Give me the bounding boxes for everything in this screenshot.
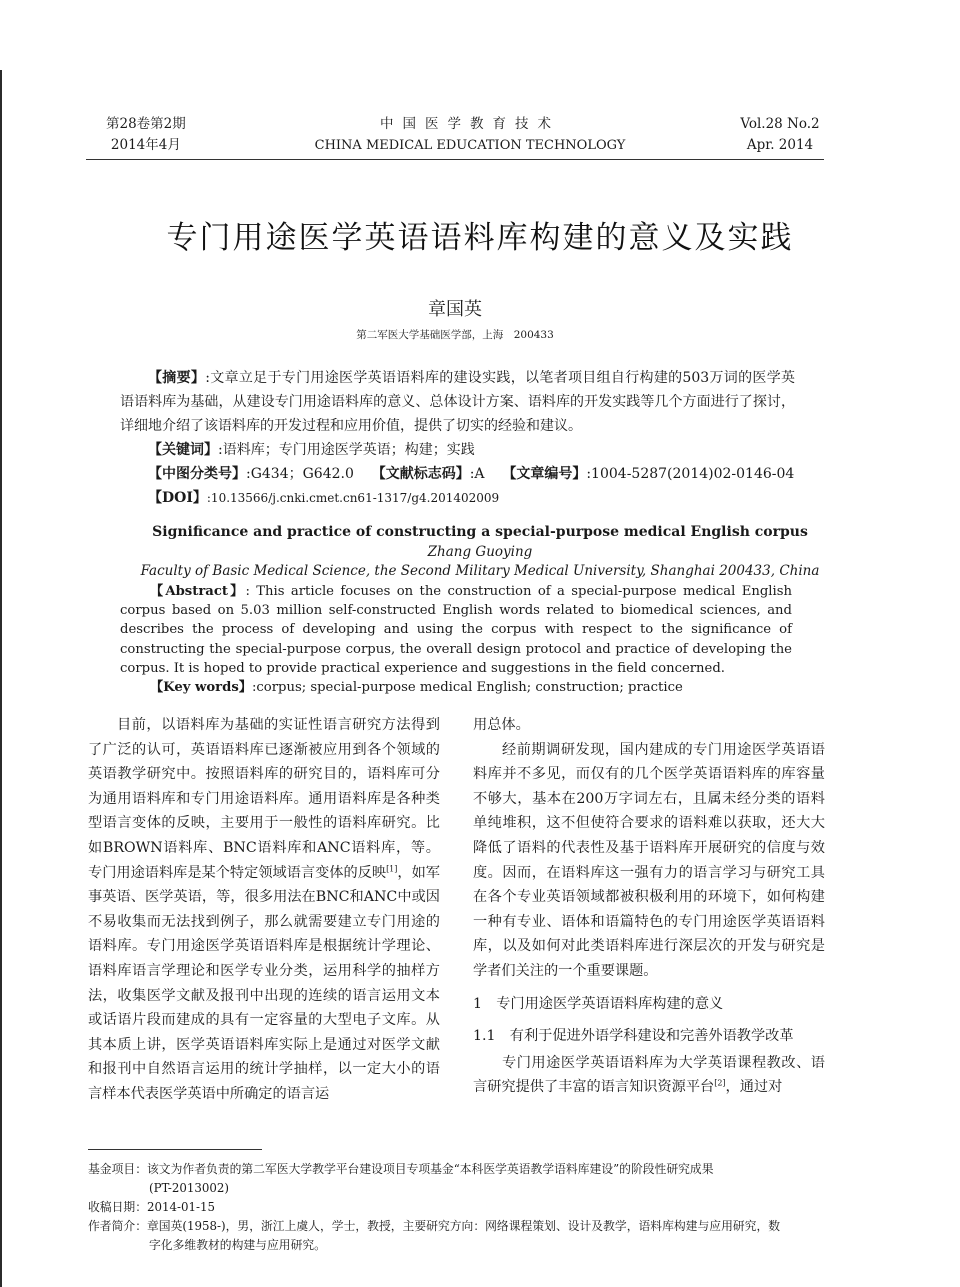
abstract-en-text: : This article focuses on the construction of a special-purpose medical English corpus based on 5.03 million self-constructed English words related to biomedical sciences, and describes the process of developing and using the corpus with respect to the significance of constructing the special-purpose corpus, the overall design protocol and practice of developing the corpus. It is hoped to provide practical experience and suggestions in the field concerned. <box>120 584 792 676</box>
author-bio-cont: 字化多维教材的构建与应用研究。 <box>149 1238 326 1252</box>
author-bio <box>88 1217 828 1236</box>
abstract-label: 【摘要】 <box>148 370 206 386</box>
fund-note <box>88 1160 828 1179</box>
journal-name-en: CHINA MEDICAL EDUCATION TECHNOLOGY <box>314 138 626 153</box>
fund-text: 该文为作者负责的第二军医大学教学平台建设项目专项基金“本科医学英语教学语料库建设”的阶段性研究成果 <box>147 1162 714 1176</box>
doi-line <box>120 486 795 510</box>
keywords-en-text: :corpus; special-purpose medical English; construction; practice <box>251 680 683 696</box>
body-left-column <box>88 713 440 1107</box>
body-text: 目前，以语料库为基础的实证性语言研究方法得到了广泛的认可，英语语料库已逐渐被应用到各个领域的英语教学研究中。按照语料库的研究目的，语料库可分为通用语料库和专门用途语料库。通用语料库是各种类型语言变体的反映，主要用于一般性的语料库研究。比如BROWN语料库、BNC语料库和ANC语料库，等。专门用途语料库是某个特定领域语言变体的反映 <box>88 717 440 881</box>
paper-title: 专门用途医学英语语料库构建的意义及实践 <box>166 220 794 256</box>
english-affiliation: Faculty of Basic Medical Science, the Second Military Medical University, Shanghai 200433, China <box>140 563 820 579</box>
abstract-text: :文章立足于专门用途医学英语语料库的建设实践，以笔者项目组自行构建的503万词的医学英语语料库为基础，从建设专门用途语料库的意义、总体设计方案、语料库的开发实践等几个方面进行了探讨，详细地介绍了该语料库的开发过程和应用价值，提供了切实的经验和建议。 <box>120 370 796 434</box>
header-right <box>720 114 840 156</box>
body-paragraph: 用总体。 <box>473 717 530 733</box>
doc-code-text: :A <box>469 466 485 482</box>
body-text: ，如军事英语、医学英语，等，很多用法在BNC和ANC中或因不易收集而无法找到例子，那么就需要建立专门用途的语料库。专门用途医学英语语料库是根据统计学理论、语料库语言学理论和医学专业分类，运用科学的抽样方法，收集医学文献及报刊中出现的连续的语言运用文本或话语片段而建成的具有一定容量的大型电子文库。从其本质上讲，医学英语语料库实际上是通过对医学文献和报刊中自然语言运用的统计学抽样，以一定大小的语言样本代表医学英语中所确定的语言运 <box>88 864 440 1102</box>
date-en: Apr. 2014 <box>746 137 814 153</box>
bio-text: 章国英(1958-)，男，浙江上虞人，学士，教授，主要研究方向：网络课程策划、设计及教学，语料库构建与应用研究，数 <box>147 1219 781 1233</box>
clc-label: 【中图分类号】 <box>148 466 246 482</box>
abstract-cn-paragraph <box>120 366 795 438</box>
citation: [1] <box>386 863 398 873</box>
keywords-en-label: 【Key words】 <box>150 680 252 696</box>
received-date <box>88 1198 828 1217</box>
keywords-label: 【关键词】 <box>148 442 218 458</box>
clc-text: :G434；G642.0 <box>246 466 354 482</box>
abstract-en-paragraph <box>120 582 792 678</box>
volume-en: Vol.28 No.2 <box>740 116 820 132</box>
header-center <box>300 114 640 156</box>
fund-label: 基金项目： <box>88 1162 147 1176</box>
body-right-column <box>473 713 825 1100</box>
body-text: ，通过对 <box>725 1079 783 1096</box>
bio-label: 作者简介： <box>88 1219 147 1233</box>
footnote-rule <box>88 1149 262 1150</box>
author-name: 章国英 <box>428 299 482 320</box>
body-paragraph: 经前期调研发现，国内建成的专门用途医学英语语料库并不多见，而仅有的几个医学英语语料库的库容量不够大，基本在200万字词左右，且属未经分类的语料单纯堆积，这不但使符合要求的语料难以获取，还大大降低了语料的代表性及基于语料库开展研究的信度与效度。因而，在语料库这一强有力的语言学习与研究工具在各个专业英语领域都被积极利用的环境下，如何构建一种有专业、语体和语篇特色的专门用途医学英语语料库，以及如何对此类语料库进行深层次的开发与研究是学者们关注的一个重要课题。 <box>473 741 825 979</box>
citation: [2] <box>714 1078 726 1088</box>
english-author: Zhang Guoying <box>427 544 533 560</box>
body-paragraph <box>88 713 440 1107</box>
fund-note-cont: (PT-2013002) <box>149 1181 230 1195</box>
keywords-text: :语料库；专门用途医学英语；构建；实践 <box>218 442 475 458</box>
doc-code-label: 【文献标志码】 <box>371 466 470 482</box>
received-label: 收稿日期： <box>88 1200 147 1214</box>
abstract-en <box>120 582 792 697</box>
abstract-en-label: 【Abstract】 <box>150 584 246 599</box>
volume-cn: 第28卷第2期 <box>106 116 186 132</box>
subsection-heading: 1.1 有利于促进外语学科建设和完善外语教学改革 <box>473 1028 794 1045</box>
affiliation: 第二军医大学基础医学部，上海 200433 <box>356 329 554 341</box>
doi-label: 【DOI】 <box>148 490 207 506</box>
page-edge-line <box>0 70 2 1287</box>
header-rule <box>86 159 824 160</box>
journal-name-cn: 中国医学教育技术 <box>380 116 560 132</box>
doi-text: :10.13566/j.cnki.cmet.cn61-1317/g4.201402009 <box>206 491 500 505</box>
classification-line <box>120 462 795 486</box>
article-no-label: 【文章编号】 <box>502 466 587 482</box>
abstract-cn <box>120 366 795 510</box>
received-text: 2014-01-15 <box>147 1200 216 1214</box>
section-heading: 1 专门用途医学英语语料库构建的意义 <box>473 995 724 1012</box>
keywords-en <box>120 678 792 697</box>
article-no-text: :1004-5287(2014)02-0146-04 <box>586 466 795 482</box>
keywords-cn <box>120 438 795 462</box>
footnotes <box>88 1160 828 1255</box>
body-text: 专门用途医学英语语料库为大学英语课程教改、语言研究提供了丰富的语言知识资源平台 <box>473 1054 825 1096</box>
english-title: Significance and practice of constructing a special-purpose medical English corpus <box>152 524 808 540</box>
date-cn: 2014年4月 <box>110 137 181 153</box>
body-paragraph <box>473 1051 825 1100</box>
header-left <box>106 114 186 156</box>
